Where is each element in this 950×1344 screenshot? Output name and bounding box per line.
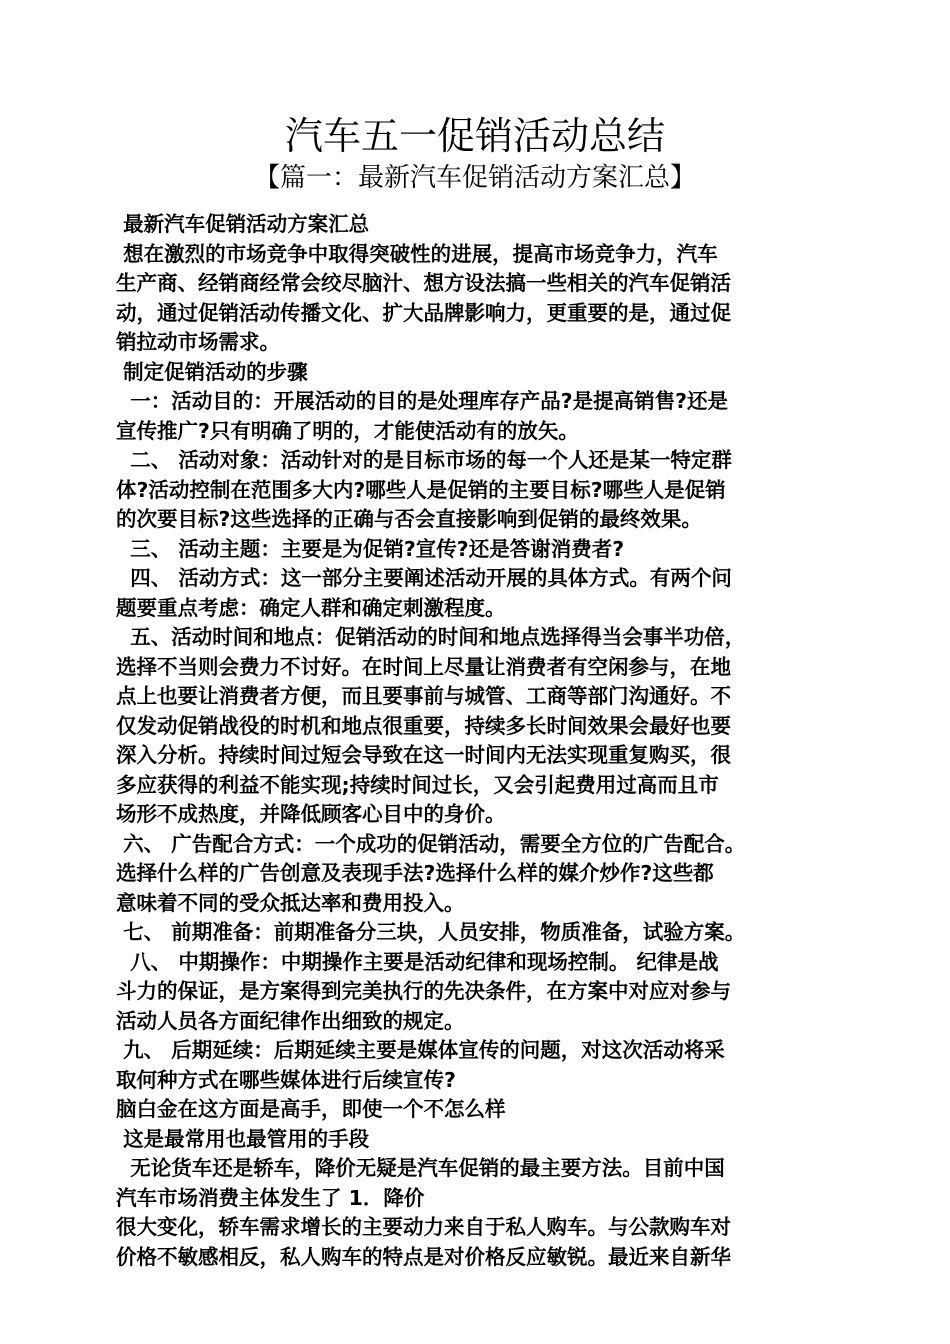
body-text-line: 宣传推广?只有明确了明的，才能使活动有的放矢。: [116, 418, 579, 443]
document-body: [116, 210, 836, 1272]
body-text-line: 最新汽车促销活动方案汇总: [116, 212, 370, 236]
body-text-line: 多应获得的利益不能实现;持续时间过长，又会引起费用过高而且市: [116, 772, 719, 797]
body-text-line: 取何种方式在哪些媒体进行后续宣传?: [116, 1067, 456, 1092]
body-text-line: 生产商、经销商经常会绞尽脑汁、想方设法搞一些相关的汽车促销活: [116, 271, 731, 295]
body-text-line: 八、 中期操作：中期操作主要是活动纪律和现场控制。 纪律是战: [116, 949, 719, 974]
body-text-line: 三、 活动主题：主要是为促销?宣传?还是答谢消费者?: [116, 536, 625, 561]
body-text-line: 四、 活动方式：这一部分主要阐述活动开展的具体方式。有两个问: [116, 566, 732, 590]
body-text-line: 这是最常用也最管用的手段: [116, 1126, 370, 1151]
body-text-line: 动，通过促销活动传播文化、扩大品牌影响力，更重要的是，通过促: [116, 300, 731, 325]
body-text-line: 无论货车还是轿车，降价无疑是汽车促销的最主要方法。目前中国: [116, 1156, 725, 1180]
body-text-line: 选择不当则会费力不讨好。在时间上尽量让消费者有空闲参与，在地: [116, 654, 731, 679]
body-text-line: 脑白金在这方面是高手，即使一个不怎么样: [116, 1097, 506, 1121]
body-text-line: 选择什么样的广告创意及表现手法?选择什么样的媒介炒作?这些都: [116, 861, 714, 885]
body-text-line: 九、 后期延续：后期延续主要是媒体宣传的问题，对这次活动将采: [116, 1038, 725, 1062]
body-text-line: 很大变化，轿车需求增长的主要动力来自于私人购车。与公款购车对: [116, 1215, 731, 1239]
body-text-line: 意味着不同的受众抵达率和费用投入。: [116, 890, 465, 915]
document-subtitle: 【篇一：最新汽车促销活动方案汇总】: [253, 163, 696, 193]
body-text-line: 体?活动控制在范围多大内?哪些人是促销的主要目标?哪些人是促销: [116, 477, 726, 502]
body-text-line: 一：活动目的：开展活动的目的是处理库存产品?是提高销售?还是: [116, 389, 729, 413]
body-text-line: 五、活动时间和地点：促销活动的时间和地点选择得当会事半功倍，: [116, 625, 746, 649]
body-text-line: 斗力的保证，是方案得到完美执行的先决条件，在方案中对应对参与: [116, 979, 731, 1003]
body-text-line: 活动人员各方面纪律作出细致的规定。: [116, 1008, 465, 1033]
body-text-line: 销拉动市场需求。: [116, 330, 280, 354]
body-text-line: 深入分析。持续时间过短会导致在这一时间内无法实现重复购买，很: [116, 743, 731, 767]
body-text-line: 制定促销活动的步骤: [116, 359, 308, 384]
body-text-line: 六、 广告配合方式：一个成功的促销活动，需要全方位的广告配合。: [116, 831, 746, 856]
body-text-line: 七、 前期准备：前期准备分三块，人员安排，物质准备，试验方案。: [116, 920, 746, 944]
body-text-line: 汽车市场消费主体发生了 1．降价: [116, 1185, 425, 1210]
body-text-line: 点上也要让消费者方便，而且要事前与城管、工商等部门沟通好。不: [116, 684, 731, 708]
body-text-line: 想在激烈的市场竞争中取得突破性的进展，提高市场竞争力，汽车: [116, 241, 718, 266]
body-text-line: 价格不敏感相反，私人购车的特点是对价格反应敏锐。最近来自新华: [116, 1244, 731, 1269]
body-text-line: 场形不成热度，并降低顾客心目中的身价。: [116, 802, 506, 826]
body-text-line: 题要重点考虑：确定人群和确定刺激程度。: [116, 595, 506, 620]
body-text-line: 仅发动促销战役的时机和地点很重要，持续多长时间效果会最好也要: [116, 713, 731, 738]
document-title: 汽车五一促销活动总结: [284, 114, 665, 158]
body-text-line: 二、 活动对象：活动针对的是目标市场的每一个人还是某一特定群: [116, 448, 732, 472]
body-text-line: 的次要目标?这些选择的正确与否会直接影响到促销的最终效果。: [116, 507, 702, 531]
